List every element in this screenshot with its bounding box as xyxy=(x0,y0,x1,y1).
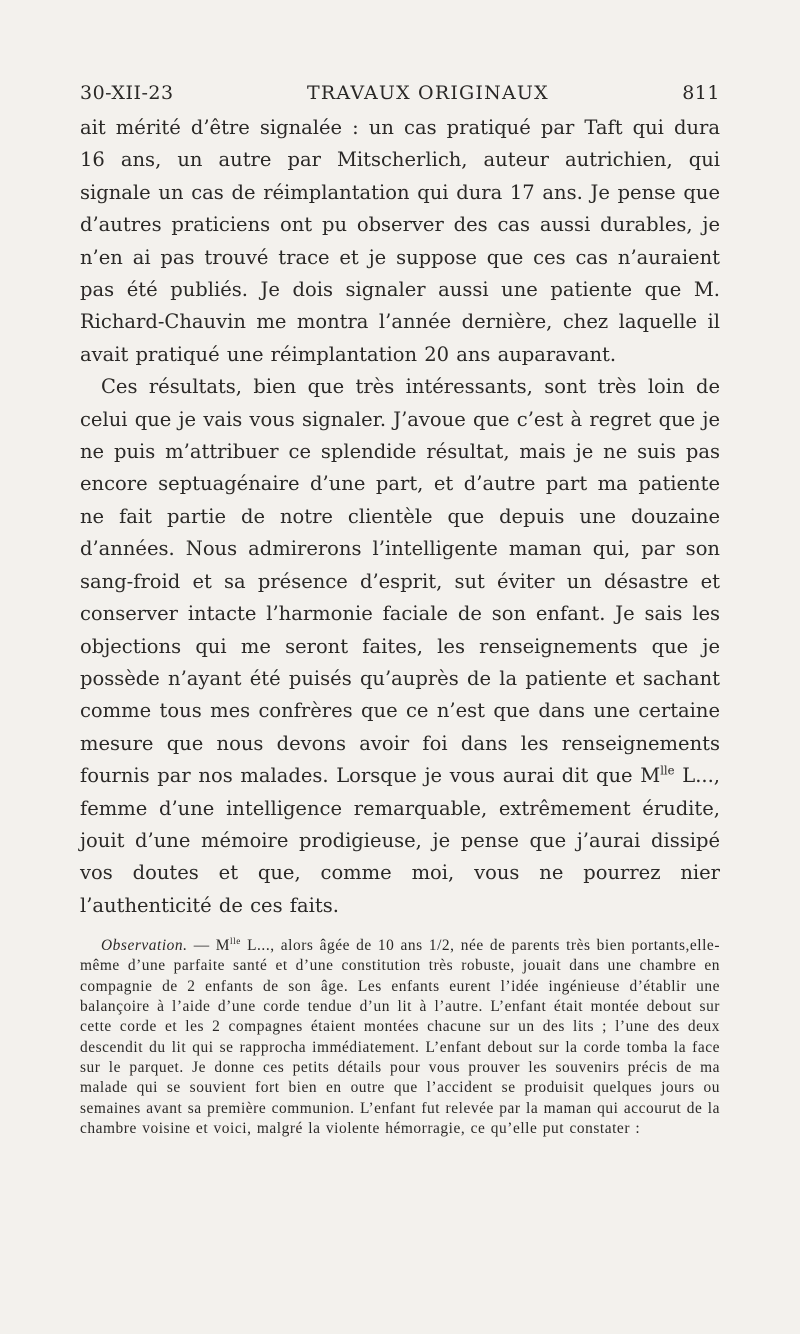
paragraph-1: ait mérité d’être signalée : un cas pratiqué par Taft qui dura 16 ans, un autre par Mitscherlich, auteur autrichien, qui signale un cas de réimplantation qui dura 17 ans. Je pense que d’autres praticiens ont pu observer des cas aussi durables, je n’en ai pas trouvé trace et je suppose que ces cas n’auraient pas été publiés. Je dois signaler aussi une patiente que M. Richard-Chauvin me montra l’année dernière, chez laquelle il avait pratiqué une réimplantation 20 ans auparavant. xyxy=(80,116,720,366)
paragraph-2-title-sup: lle xyxy=(660,763,675,778)
observation-note xyxy=(80,936,720,1139)
header-date: 30-XII-23 xyxy=(80,82,174,104)
observation-sup: lle xyxy=(230,936,241,947)
header-section-title: TRAVAUX ORIGINAUX xyxy=(306,82,549,104)
paragraph-2-title: M xyxy=(640,764,661,788)
main-text xyxy=(80,112,720,922)
page-number: 811 xyxy=(682,82,720,104)
observation-dash: — M xyxy=(187,937,231,955)
paragraph-2 xyxy=(80,371,720,922)
paragraph-2-tail: L..., femme d’une intelligence remarquable, extrêmement érudite, jouit d’une mémoire prodigieuse, je pense que j’aurai dissipé vos doutes et que, comme moi, vous ne pourrez nier l’authenticité de ces faits. xyxy=(80,764,720,917)
paragraph-2-text: Ces résultats, bien que très intéressants, sont très loin de celui que je vais vous signaler. J’avoue que c’est à regret que je ne puis m’attribuer ce splendide résultat, mais je ne suis pas encore septuagénaire d’une part, et d’autre part ma patiente ne fait partie de notre clientèle que depuis une douzaine d’années. Nous admirerons l’intelligente maman qui, par son sang-froid et sa présence d’esprit, sut éviter un désastre et conserver intacte l’harmonie faciale de son enfant. Je sais les objections qui me seront faites, les renseignements que je possède n’ayant été puisés qu’auprès de la patiente et sachant comme tous mes confrères que ce n’est que dans une certaine mesure que nous devons avoir foi dans les renseignements fournis par nos malades. Lorsque je vous aurai dit que xyxy=(80,375,720,788)
page xyxy=(80,82,720,1139)
running-header xyxy=(80,82,720,104)
observation-text: L..., alors âgée de 10 ans 1/2, née de parents très bien portants,elle-même d’une parfaite santé et d’une constitution très robuste, jouait dans une chambre en compagnie de 2 enfants de son âge. Les enfants eurent l’idée ingénieuse d’établir une balançoire à l’aide d’une corde tendue d’un lit à l’autre. L’enfant était montée debout sur cette corde et les 2 compagnes étaient montées chacune sur un des lits ; l’une des deux descendit du lit qui se rapprocha immédiatement. L’enfant debout sur la corde tomba la face sur le parquet. Je donne ces petits détails pour vous prouver les souvenirs précis de ma malade qui se souvient fort bien en outre que l’accident se produisit quelques jours ou semaines avant sa première communion. L’enfant fut relevée par la maman qui accourut de la chambre voisine et voici, malgré la violente hémorragie, ce qu’elle put constater : xyxy=(80,937,720,1137)
observation-lead: Observation. xyxy=(101,937,188,955)
